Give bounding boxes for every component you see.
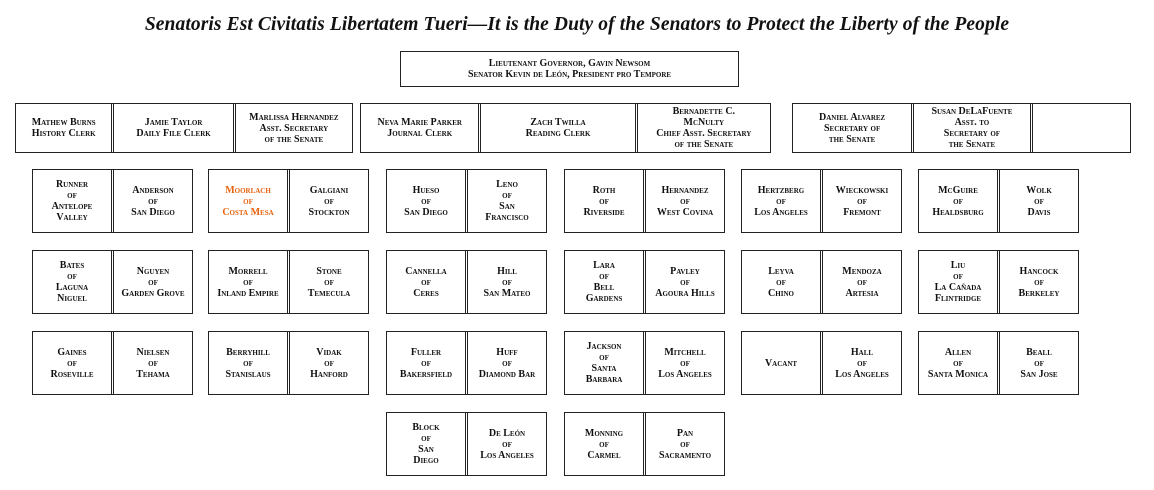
label-line: of <box>324 195 334 207</box>
label-line: Roseville <box>50 368 94 380</box>
staff-label <box>656 106 751 150</box>
staff-label <box>526 117 591 139</box>
senator-desk <box>208 169 369 233</box>
label-line: of <box>243 276 253 288</box>
senator-label <box>1026 185 1052 218</box>
senator-seat <box>1000 332 1078 394</box>
label-line: Mathew Burns <box>31 117 96 128</box>
senator-label <box>404 185 448 218</box>
staff-desk-left <box>15 103 353 153</box>
staff-cell <box>793 104 914 152</box>
label-line: Stanislaus <box>225 368 271 380</box>
label-line: of <box>324 357 334 369</box>
label-line: Bernadette C. <box>672 106 736 117</box>
label-line: Hill <box>497 265 517 277</box>
label-line: Nguyen <box>136 265 170 277</box>
senator-label <box>405 266 446 299</box>
label-line: of <box>857 357 867 369</box>
senator-desk <box>208 250 369 314</box>
label-line: Anderson <box>132 184 174 196</box>
label-line: Daniel Alvarez <box>819 111 886 123</box>
label-line: Pavley <box>670 265 700 277</box>
label-line: Davis <box>1027 206 1051 218</box>
senator-desk <box>564 331 725 395</box>
senator-seat <box>646 413 724 475</box>
label-line: of <box>148 276 158 288</box>
label-line: Huff <box>496 346 518 358</box>
label-line: Leno <box>496 179 518 190</box>
label-line: of <box>776 276 786 288</box>
label-line: of <box>67 190 77 201</box>
label-line: of <box>953 357 963 369</box>
senator-seat <box>33 251 114 313</box>
senator-desk <box>918 250 1079 314</box>
label-line: Vidak <box>316 346 342 358</box>
senator-label <box>835 347 889 380</box>
staff-cell <box>361 104 481 152</box>
label-line: Roth <box>592 184 616 196</box>
label-line: of <box>857 276 867 288</box>
label-line: of <box>680 357 690 369</box>
label-line: Liu <box>950 260 966 271</box>
senator-seat <box>919 251 1000 313</box>
label-line: of <box>243 195 253 207</box>
label-line: Chief Asst. Secretary <box>656 128 752 139</box>
label-line: Moorlach <box>225 184 271 196</box>
label-line: Marlissa Hernandez <box>249 111 339 123</box>
senator-seat <box>646 251 724 313</box>
senator-label <box>842 266 881 299</box>
label-line: of <box>502 357 512 369</box>
senator-desk <box>741 331 902 395</box>
staff-cell <box>914 104 1032 152</box>
label-line: Tehama <box>136 368 170 380</box>
label-line: Hall <box>850 346 874 358</box>
senator-label <box>586 260 623 304</box>
label-line: San Diego <box>131 206 175 218</box>
senator-label <box>50 347 93 380</box>
label-line: Agoura Hills <box>655 287 715 299</box>
senator-seat <box>565 332 646 394</box>
senator-label <box>222 185 273 218</box>
label-line: Temecula <box>307 287 351 299</box>
senator-label <box>484 266 531 299</box>
label-line: Daily File Clerk <box>136 128 211 139</box>
label-line: Hanford <box>310 368 348 380</box>
senator-desk <box>208 331 369 395</box>
senator-desk <box>32 169 193 233</box>
senator-label <box>928 347 988 380</box>
senator-label <box>412 422 439 466</box>
label-line: History Clerk <box>31 128 96 139</box>
staff-cell <box>236 104 352 152</box>
label-line: of <box>421 433 431 444</box>
senator-seat <box>114 332 192 394</box>
label-line: Pan <box>676 427 694 439</box>
senator-seat <box>387 251 468 313</box>
label-line: San <box>499 201 515 212</box>
label-line: Bell <box>593 282 615 293</box>
label-line: of <box>243 357 253 369</box>
label-line: of <box>67 271 77 282</box>
label-line: Barbara <box>585 374 623 385</box>
label-line: Asst. to <box>954 117 990 128</box>
label-line: Susan DeLaFuente <box>931 106 1013 117</box>
label-line: Valley <box>56 212 88 223</box>
label-line: Inland Empire <box>217 287 279 299</box>
label-line: San Mateo <box>483 287 531 299</box>
senator-desk <box>32 331 193 395</box>
label-line: Hueso <box>412 184 440 196</box>
label-line: of <box>599 271 609 282</box>
senator-label <box>586 341 623 385</box>
senator-desk <box>386 412 547 476</box>
label-line: Wolk <box>1026 184 1052 196</box>
senator-seat <box>919 170 1000 232</box>
label-line: Leyva <box>768 265 794 277</box>
senator-seat <box>468 251 546 313</box>
label-line: Mitchell <box>664 346 706 358</box>
senator-label <box>655 266 715 299</box>
label-line: Journal Clerk <box>387 128 453 139</box>
senator-label <box>485 179 528 223</box>
label-line: of <box>680 438 690 450</box>
senator-seat <box>290 251 368 313</box>
staff-cell-empty <box>1033 104 1130 152</box>
label-line: Sacramento <box>658 449 712 461</box>
senator-label <box>659 428 711 461</box>
label-line: Allen <box>944 346 972 358</box>
label-line: Hancock <box>1019 265 1059 277</box>
label-line: the Senate <box>828 133 876 145</box>
staff-label <box>819 112 885 145</box>
senator-seat <box>290 332 368 394</box>
senator-seat <box>468 413 546 475</box>
senator-label <box>225 347 270 380</box>
label-line: Gaines <box>57 346 87 358</box>
staff-label <box>377 117 461 139</box>
senator-seat <box>742 251 823 313</box>
label-line: Cannella <box>405 265 447 277</box>
label-line: Diego <box>413 455 439 466</box>
label-line: Galgiani <box>309 184 349 196</box>
senator-label <box>1020 347 1057 380</box>
label-line: Morrell <box>228 265 268 277</box>
label-line: of the Senate <box>674 139 734 150</box>
label-line: San Diego <box>404 206 448 218</box>
senator-seat <box>823 332 901 394</box>
senator-label <box>308 266 350 299</box>
label-line: Los Angeles <box>480 449 534 461</box>
label-line: of <box>502 190 512 201</box>
label-line: of <box>599 352 609 363</box>
label-line: Zach Twilla <box>530 117 586 128</box>
senator-seat <box>1000 251 1078 313</box>
label-line: Vacant <box>764 357 798 369</box>
senator-label <box>217 266 278 299</box>
senator-desk <box>564 412 725 476</box>
label-line: Fuller <box>410 346 442 358</box>
label-line: Runner <box>55 179 89 190</box>
label-line: Berryhill <box>226 346 270 358</box>
senator-seat <box>646 170 724 232</box>
label-line: Costa Mesa <box>222 206 274 218</box>
label-line: De León <box>488 427 526 439</box>
senator-label <box>836 185 888 218</box>
label-line: of <box>324 276 334 288</box>
label-line: Riverside <box>583 206 625 218</box>
label-line: Monning <box>584 427 624 439</box>
senator-label <box>400 347 452 380</box>
label-line: Bates <box>59 260 85 271</box>
label-line: Healdsburg <box>932 206 984 218</box>
label-line: Fremont <box>843 206 881 218</box>
presiding-line-2: Senator Kevin de León, President pro Tempore <box>467 69 672 80</box>
senator-label <box>768 266 794 299</box>
label-line: Mendoza <box>842 265 882 277</box>
staff-cell <box>16 104 114 152</box>
senator-label <box>136 347 170 380</box>
senator-seat <box>468 170 546 232</box>
presiding-officers-box <box>400 51 739 87</box>
senator-label <box>479 347 535 380</box>
label-line: of <box>421 195 431 207</box>
label-line: of <box>599 438 609 450</box>
label-line: Hernandez <box>661 184 709 196</box>
senator-seat <box>565 413 646 475</box>
senator-seat <box>919 332 1000 394</box>
senator-label <box>52 179 93 223</box>
label-line: of <box>1034 195 1044 207</box>
senator-label <box>308 185 349 218</box>
senator-seat <box>209 251 290 313</box>
senator-seat <box>387 332 468 394</box>
senator-seat <box>114 170 192 232</box>
senator-seat <box>387 413 468 475</box>
label-line: La Cañada <box>934 282 982 293</box>
senator-label <box>1019 266 1060 299</box>
staff-label <box>931 106 1012 150</box>
label-line: of <box>1034 276 1044 288</box>
label-line: Jackson <box>586 341 622 352</box>
senator-desk <box>32 250 193 314</box>
senator-label <box>765 358 797 369</box>
staff-cell <box>638 104 770 152</box>
label-line: Nielsen <box>136 346 170 358</box>
label-line: Ceres <box>413 287 439 299</box>
label-line: Beall <box>1026 346 1052 358</box>
senator-seat <box>114 251 192 313</box>
label-line: of <box>953 195 963 207</box>
senator-label <box>932 185 983 218</box>
senator-desk <box>564 169 725 233</box>
label-line: Carmel <box>587 449 621 461</box>
label-line: of <box>599 195 609 207</box>
label-line: Neva Marie Parker <box>377 117 462 128</box>
label-line: of <box>502 276 512 288</box>
label-line: of <box>953 271 963 282</box>
label-line: of <box>502 438 512 450</box>
label-line: of <box>680 195 690 207</box>
label-line: of <box>857 195 867 207</box>
senator-seat <box>209 170 290 232</box>
label-line: Berkeley <box>1018 287 1060 299</box>
label-line: the Senate <box>948 139 996 150</box>
senator-seat <box>823 251 901 313</box>
label-line: of <box>776 195 786 207</box>
label-line: Wieckowski <box>835 184 889 196</box>
senator-desk <box>918 169 1079 233</box>
senator-desk <box>386 250 547 314</box>
senator-desk <box>918 331 1079 395</box>
label-line: Bakersfield <box>399 368 453 380</box>
label-line: Antelope <box>51 201 93 212</box>
label-line: Block <box>412 422 440 433</box>
label-line: Flintridge <box>934 293 982 304</box>
label-line: of the Senate <box>264 133 324 145</box>
label-line: Niguel <box>57 293 87 304</box>
label-line: San Jose <box>1020 368 1058 380</box>
label-line: Secretary of <box>943 128 1001 139</box>
staff-cell <box>114 104 235 152</box>
label-line: Chino <box>768 287 794 299</box>
label-line: West Covina <box>656 206 714 218</box>
senator-seat <box>565 170 646 232</box>
label-line: Los Angeles <box>835 368 889 380</box>
senator-label <box>310 347 348 380</box>
label-line: of <box>1034 357 1044 369</box>
senator-desk <box>741 250 902 314</box>
senator-seat <box>742 332 823 394</box>
senator-seat <box>1000 170 1078 232</box>
senator-label <box>657 185 713 218</box>
senator-label <box>935 260 982 304</box>
staff-desk-right <box>792 103 1131 153</box>
label-line: McGuire <box>938 184 978 196</box>
senator-seat <box>823 170 901 232</box>
senator-seat <box>290 170 368 232</box>
label-line: Los Angeles <box>658 368 712 380</box>
label-line: Santa <box>591 363 617 374</box>
label-line: of <box>421 276 431 288</box>
senator-label <box>658 347 712 380</box>
label-line: McNulty <box>683 117 725 128</box>
label-line: Stockton <box>308 206 350 218</box>
senator-seat <box>33 170 114 232</box>
senator-seat <box>646 332 724 394</box>
senator-desk <box>741 169 902 233</box>
label-line: Secretary of <box>823 122 881 134</box>
senator-desk <box>386 169 547 233</box>
presiding-line-1: Lieutenant Governor, Gavin Newsom <box>488 58 651 69</box>
senator-label <box>480 428 534 461</box>
label-line: of <box>148 195 158 207</box>
label-line: San <box>418 444 434 455</box>
senator-seat <box>387 170 468 232</box>
label-line: Stone <box>316 265 342 277</box>
motto-title: Senatoris Est Civitatis Libertatem Tueri—It is the Duty of the Senators to Protect the Liberty of the People <box>144 14 1010 35</box>
senator-label <box>754 185 808 218</box>
senator-label <box>583 185 624 218</box>
label-line: Reading Clerk <box>525 128 591 139</box>
staff-label <box>136 117 210 139</box>
senator-desk <box>386 331 547 395</box>
label-line: Diamond Bar <box>478 368 536 380</box>
senator-label <box>121 266 184 299</box>
staff-cell <box>481 104 637 152</box>
senator-seat <box>33 332 114 394</box>
label-line: Laguna <box>55 282 89 293</box>
staff-label <box>249 112 338 145</box>
senator-seat <box>742 170 823 232</box>
label-line: Francisco <box>485 212 529 223</box>
label-line: Lara <box>593 260 615 271</box>
label-line: of <box>680 276 690 288</box>
staff-desk-center <box>360 103 771 153</box>
senator-label <box>131 185 175 218</box>
label-line: Garden Grove <box>121 287 185 299</box>
label-line: of <box>148 357 158 369</box>
label-line: Los Angeles <box>754 206 808 218</box>
label-line: Jamie Taylor <box>144 117 203 128</box>
senator-label <box>585 428 623 461</box>
label-line: Hertzberg <box>757 184 805 196</box>
label-line: Artesia <box>845 287 879 299</box>
senator-seat <box>565 251 646 313</box>
senator-label <box>56 260 88 304</box>
senator-desk <box>564 250 725 314</box>
label-line: Asst. Secretary <box>259 122 329 134</box>
label-line: of <box>67 357 77 369</box>
label-line: Gardens <box>585 293 623 304</box>
senator-seat <box>468 332 546 394</box>
label-line: Santa Monica <box>927 368 989 380</box>
label-line: of <box>421 357 431 369</box>
senator-seat <box>209 332 290 394</box>
staff-label <box>32 117 96 139</box>
